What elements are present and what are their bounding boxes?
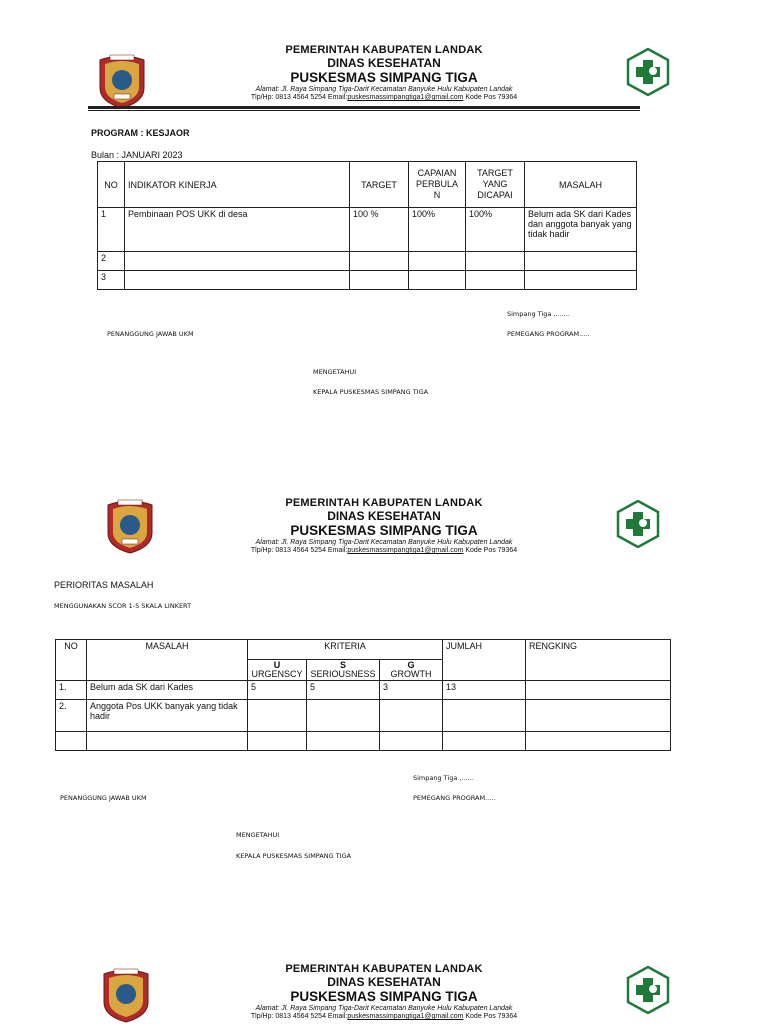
table-row bbox=[98, 252, 637, 271]
sign-right: PEMEGANG PROGRAM..... bbox=[413, 794, 496, 802]
mengetahui: MENGETAHUI bbox=[313, 368, 357, 376]
col-kriteria: KRITERIA bbox=[248, 640, 443, 660]
dept-name: DINAS KESEHATAN bbox=[327, 974, 441, 989]
sign-right: PEMEGANG PROGRAM..... bbox=[507, 330, 590, 338]
cell-rengking bbox=[526, 681, 671, 700]
col-seriousness: S SERIOUSNESS bbox=[307, 660, 380, 681]
email-link[interactable]: puskesmassimpangtiga1@gmail.com bbox=[347, 1013, 464, 1020]
puskesmas-logo-icon bbox=[626, 966, 670, 1014]
kinerja-table bbox=[97, 161, 637, 290]
puskesmas-logo-icon bbox=[626, 48, 670, 96]
cell-u: 5 bbox=[248, 681, 307, 700]
dept-name: DINAS KESEHATAN bbox=[327, 55, 441, 70]
mengetahui: MENGETAHUI bbox=[236, 831, 280, 839]
bulan-label: Bulan : JANUARI 2023 bbox=[91, 150, 183, 160]
cell-g: 3 bbox=[380, 681, 443, 700]
priority-title: PERIORITAS MASALAH bbox=[54, 580, 154, 590]
puskesmas-name: PUSKESMAS SIMPANG TIGA bbox=[290, 989, 478, 1005]
col-masalah: MASALAH bbox=[87, 640, 248, 681]
cell-no: 2 bbox=[98, 252, 125, 271]
cell-jumlah: 13 bbox=[443, 681, 526, 700]
sign-left: PENANGGUNG JAWAB UKM bbox=[107, 330, 194, 338]
cell-masalah: Anggota Pos UKK banyak yang tidak hadir bbox=[87, 700, 248, 732]
program-label: PROGRAM : KESJAOR bbox=[91, 128, 190, 138]
col-indikator: INDIKATOR KINERJA bbox=[125, 162, 350, 208]
address: Alamat: Jl. Raya Simpang Tiga-Darit Kecamatan Banyuke Hulu Kabupaten Landak bbox=[255, 538, 513, 546]
landak-emblem-icon bbox=[96, 52, 148, 110]
cell-no: 1. bbox=[56, 681, 87, 700]
email-link[interactable]: puskesmassimpangtiga1@gmail.com bbox=[347, 94, 464, 101]
col-capaian: CAPAIAN PERBULA N bbox=[409, 162, 466, 208]
cell-masalah: Belum ada SK dari Kades dan anggota banyak yang tidak hadir bbox=[525, 208, 637, 252]
contact-line: Tlp/Hp: 0813 4564 5254 Email:puskesmassimpangtiga1@gmail.com Kode Pos 79364 bbox=[250, 1013, 518, 1020]
dept-name: DINAS KESEHATAN bbox=[327, 508, 441, 523]
cell-target: 100 % bbox=[350, 208, 409, 252]
table-header-row bbox=[56, 640, 671, 660]
place-date: Simpang Tiga ,...... bbox=[413, 774, 474, 782]
puskesmas-name: PUSKESMAS SIMPANG TIGA bbox=[290, 523, 478, 539]
cell-target-dicapai: 100% bbox=[466, 208, 525, 252]
col-jumlah: JUMLAH bbox=[443, 640, 526, 681]
cell-s: 5 bbox=[307, 681, 380, 700]
puskesmas-name: PUSKESMAS SIMPANG TIGA bbox=[290, 70, 478, 86]
col-masalah: MASALAH bbox=[525, 162, 637, 208]
address: Alamat: Jl. Raya Simpang Tiga-Darit Kecamatan Banyuke Hulu Kabupaten Landak bbox=[255, 85, 513, 93]
landak-emblem-icon bbox=[104, 497, 156, 555]
kepala: KEPALA PUSKESMAS SIMPANG TIGA bbox=[313, 388, 429, 396]
contact-line: Tlp/Hp: 0813 4564 5254 Email:puskesmassimpangtiga1@gmail.com Kode Pos 79364 bbox=[250, 547, 518, 554]
priority-table bbox=[55, 639, 671, 751]
col-urgency: U URGENSCY bbox=[248, 660, 307, 681]
col-rengking: RENGKING bbox=[526, 640, 671, 681]
puskesmas-logo-icon bbox=[616, 500, 660, 548]
col-no: NO bbox=[56, 640, 87, 681]
email-link[interactable]: puskesmassimpangtiga1@gmail.com bbox=[347, 547, 464, 554]
landak-emblem-icon bbox=[100, 966, 152, 1024]
cell-no: 3 bbox=[98, 271, 125, 290]
cell-no: 1 bbox=[98, 208, 125, 252]
cell-no: 2. bbox=[56, 700, 87, 732]
sign-left: PENANGGUNG JAWAB UKM bbox=[60, 794, 147, 802]
place-date: Simpang Tiga ,....... bbox=[507, 310, 570, 318]
table-row bbox=[56, 681, 671, 700]
table-row bbox=[56, 700, 671, 732]
gov-name: PEMERINTAH KABUPATEN LANDAK bbox=[285, 44, 483, 56]
col-target: TARGET bbox=[350, 162, 409, 208]
cell-indikator: Pembinaan POS UKK di desa bbox=[125, 208, 350, 252]
table-row bbox=[56, 732, 671, 751]
table-row bbox=[98, 208, 637, 252]
contact-line: Tlp/Hp: 0813 4564 5254 Email:puskesmassimpangtiga1@gmail.com Kode Pos 79364 bbox=[250, 94, 518, 101]
col-no: NO bbox=[98, 162, 125, 208]
priority-subtitle: MENGGUNAKAN SCOR 1-5 SKALA LINKERT bbox=[54, 602, 192, 610]
cell-masalah: Belum ada SK dari Kades bbox=[87, 681, 248, 700]
kepala: KEPALA PUSKESMAS SIMPANG TIGA bbox=[236, 852, 352, 860]
cell-capaian: 100% bbox=[409, 208, 466, 252]
gov-name: PEMERINTAH KABUPATEN LANDAK bbox=[285, 963, 483, 975]
table-row bbox=[98, 271, 637, 290]
table-header-row bbox=[98, 162, 637, 208]
col-target-dicapai: TARGET YANG DICAPAI bbox=[466, 162, 525, 208]
gov-name: PEMERINTAH KABUPATEN LANDAK bbox=[285, 497, 483, 509]
address: Alamat: Jl. Raya Simpang Tiga-Darit Kecamatan Banyuke Hulu Kabupaten Landak bbox=[255, 1004, 513, 1012]
col-growth: G GROWTH bbox=[380, 660, 443, 681]
